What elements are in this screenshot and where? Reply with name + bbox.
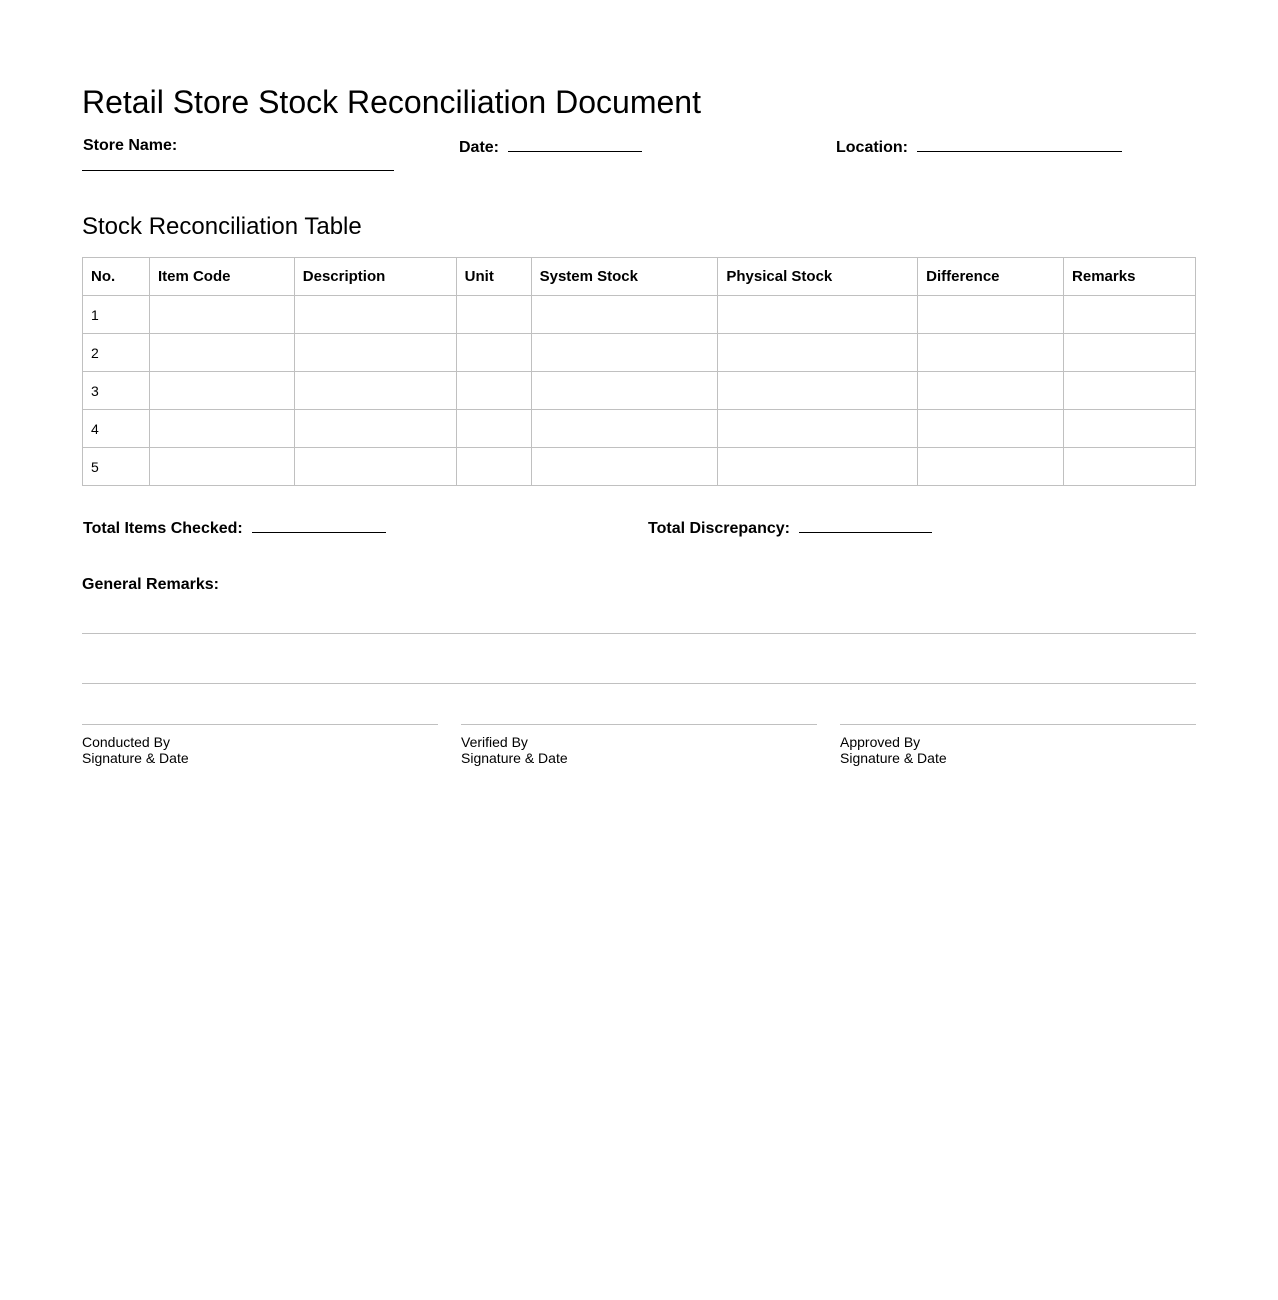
- signature-caption: Signature & Date: [461, 750, 568, 766]
- general-remarks-line-1[interactable]: [82, 633, 1196, 634]
- cell-no: 1: [83, 296, 150, 334]
- column-header-item-code: Item Code: [149, 258, 294, 296]
- column-header-no: No.: [83, 258, 150, 296]
- signature-block-verified-by[interactable]: [461, 724, 817, 766]
- table-row: [83, 296, 1196, 334]
- cell-unit[interactable]: [456, 296, 531, 334]
- date-field: [459, 136, 642, 158]
- total-discrepancy-blank[interactable]: [799, 517, 932, 533]
- cell-description[interactable]: [294, 296, 456, 334]
- cell-remarks[interactable]: [1064, 334, 1196, 372]
- table-row: [83, 410, 1196, 448]
- column-header-physical-stock: Physical Stock: [718, 258, 918, 296]
- cell-remarks[interactable]: [1064, 448, 1196, 486]
- cell-unit[interactable]: [456, 448, 531, 486]
- total-items-checked-label: Total Items Checked:: [83, 520, 243, 537]
- cell-no: 5: [83, 448, 150, 486]
- table-section-title: Stock Reconciliation Table: [82, 213, 362, 240]
- table-row: [83, 448, 1196, 486]
- cell-system-stock[interactable]: [531, 296, 718, 334]
- cell-difference[interactable]: [918, 410, 1064, 448]
- column-header-remarks: Remarks: [1064, 258, 1196, 296]
- cell-no: 3: [83, 372, 150, 410]
- signature-block-approved-by[interactable]: [840, 724, 1196, 766]
- signature-caption: Signature & Date: [840, 750, 947, 766]
- cell-no: 2: [83, 334, 150, 372]
- cell-description[interactable]: [294, 410, 456, 448]
- cell-physical-stock[interactable]: [718, 372, 918, 410]
- date-label: Date:: [459, 139, 500, 156]
- cell-difference[interactable]: [918, 334, 1064, 372]
- cell-item-code[interactable]: [149, 448, 294, 486]
- cell-system-stock[interactable]: [531, 448, 718, 486]
- column-header-description: Description: [294, 258, 456, 296]
- cell-difference[interactable]: [918, 448, 1064, 486]
- cell-difference[interactable]: [918, 372, 1064, 410]
- cell-unit[interactable]: [456, 334, 531, 372]
- column-header-unit: Unit: [456, 258, 531, 296]
- cell-physical-stock[interactable]: [718, 296, 918, 334]
- cell-item-code[interactable]: [149, 334, 294, 372]
- location-field: [836, 136, 1122, 158]
- general-remarks-line-2[interactable]: [82, 683, 1196, 684]
- cell-physical-stock[interactable]: [718, 334, 918, 372]
- signature-block-conducted-by[interactable]: [82, 724, 438, 766]
- stock-reconciliation-table: [82, 257, 1196, 486]
- store-name-field: [83, 136, 177, 156]
- signature-role: Approved By: [840, 734, 921, 750]
- table-row: [83, 334, 1196, 372]
- signature-role: Conducted By: [82, 734, 170, 750]
- total-discrepancy-label: Total Discrepancy:: [648, 520, 790, 537]
- total-items-checked-blank[interactable]: [252, 517, 386, 533]
- cell-system-stock[interactable]: [531, 334, 718, 372]
- signature-role: Verified By: [461, 734, 528, 750]
- column-header-system-stock: System Stock: [531, 258, 718, 296]
- cell-remarks[interactable]: [1064, 410, 1196, 448]
- location-label: Location:: [836, 139, 908, 156]
- cell-physical-stock[interactable]: [718, 448, 918, 486]
- signature-caption: Signature & Date: [82, 750, 189, 766]
- cell-physical-stock[interactable]: [718, 410, 918, 448]
- cell-system-stock[interactable]: [531, 372, 718, 410]
- table-header-row: [83, 258, 1196, 296]
- cell-difference[interactable]: [918, 296, 1064, 334]
- column-header-difference: Difference: [918, 258, 1064, 296]
- total-discrepancy-field: [648, 517, 932, 539]
- location-blank[interactable]: [917, 136, 1122, 152]
- cell-no: 4: [83, 410, 150, 448]
- cell-item-code[interactable]: [149, 296, 294, 334]
- cell-description[interactable]: [294, 448, 456, 486]
- cell-description[interactable]: [294, 372, 456, 410]
- cell-item-code[interactable]: [149, 410, 294, 448]
- table-row: [83, 372, 1196, 410]
- total-items-checked-field: [83, 517, 386, 539]
- document-title: Retail Store Stock Reconciliation Document: [82, 84, 701, 120]
- date-blank[interactable]: [508, 136, 642, 152]
- general-remarks-label: General Remarks:: [82, 576, 219, 593]
- cell-remarks[interactable]: [1064, 296, 1196, 334]
- cell-remarks[interactable]: [1064, 372, 1196, 410]
- cell-item-code[interactable]: [149, 372, 294, 410]
- cell-description[interactable]: [294, 334, 456, 372]
- cell-system-stock[interactable]: [531, 410, 718, 448]
- cell-unit[interactable]: [456, 372, 531, 410]
- cell-unit[interactable]: [456, 410, 531, 448]
- store-name-label: Store Name:: [83, 137, 178, 154]
- store-name-blank[interactable]: [82, 170, 394, 171]
